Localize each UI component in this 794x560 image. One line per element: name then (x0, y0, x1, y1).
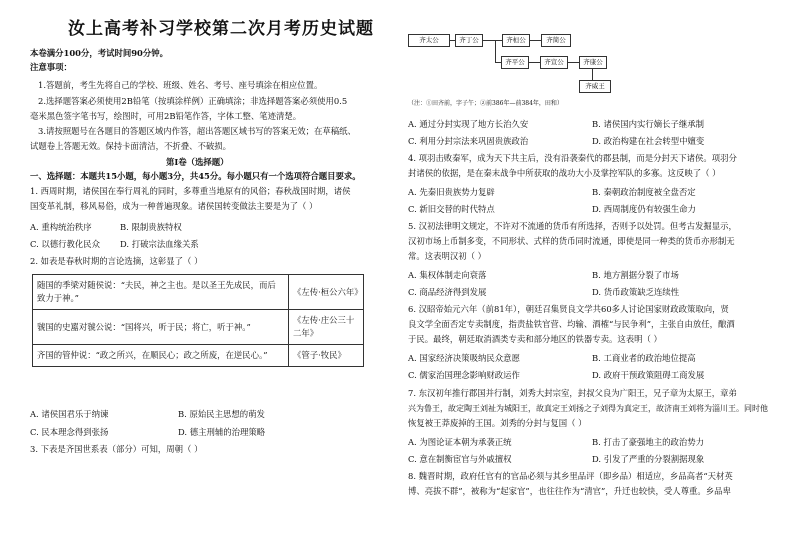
q4-option-b[interactable]: B. 秦朝政治制度被全盘否定 (592, 187, 696, 197)
q5-option-a[interactable]: A. 集权体制走向衰落 (408, 270, 487, 280)
q5-stem: 5. 汉初法律明文规定，不许对不流通的货币有所选择，否则予以处罚。但考古发掘显示， (408, 221, 737, 231)
lineage-box: 齐丁公 (455, 34, 483, 47)
q2-stem: 2. 如表是春秋时期的言论选摘，这彰显了（ ） (30, 256, 203, 266)
q2-option-a[interactable]: A. 诸侯国君乐于纳谏 (30, 409, 109, 419)
q3-option-c[interactable]: C. 利用分封宗法来巩固贵族政治 (408, 136, 529, 146)
source-cell: 《管子·牧民》 (289, 345, 364, 367)
notice-line: 试题卷上答题无效。保持卡面清洁，不折叠、不破损。 (30, 141, 231, 151)
source-cell: 《左传·庄公三十二年》 (289, 310, 364, 345)
notice-line: 2.选择题答案必须使用2B铅笔（按填涂样例）正确填涂；非选择题答案必须使用0.5 (38, 96, 348, 106)
q3-option-d[interactable]: D. 政治构建在社会转型中嬗变 (592, 136, 705, 146)
notice-line: 1.答题前，考生先将自己的学校、班级、姓名、考号、座号填涂在相应位置。 (38, 80, 323, 90)
q3-option-b[interactable]: B. 诸侯国内实行嫡长子继承制 (592, 119, 704, 129)
page-title: 汝上高考补习学校第二次月考历史试题 (68, 19, 374, 39)
q6-stem: 良文学全面否定专卖制度，指责盐铁官营、均输、酒榷“与民争利”，主张自由放任，酿酒 (408, 319, 735, 329)
quote-cell: 齐国的管仲说：“政之所兴，在顺民心；政之所废，在逆民心。” (33, 345, 289, 367)
q1-stem: 1. 西周时期，诸侯国在奉行周礼的同时，多尊重当地原有的风俗；春秋战国时期，诸侯 (30, 186, 351, 196)
q1-option-c[interactable]: C. 以德行教化民众 (30, 239, 101, 249)
lineage-box: 齐桓公 (502, 34, 530, 47)
lineage-box: 齐威王 (579, 80, 611, 93)
q7-option-c[interactable]: C. 意在制衡宦官与外戚擅权 (408, 454, 512, 464)
q7-stem: 7. 东汉初年推行郡国并行制，刘秀大封宗室，封叔父良为广阳王，兄子章为太原王，章弟 (408, 388, 737, 398)
q6-option-d[interactable]: D. 政府干预政策阻碍工商发展 (592, 370, 705, 380)
lineage-box: 齐宣公 (540, 56, 568, 69)
notice-line: 3.请按照题号在各题目的答题区域内作答，超出答题区域书写的答案无效；在草稿纸、 (38, 126, 356, 136)
instructions: 一、选择题：本题共15小题，每小题3分，共45分。每小题只有一个选项符合题目要求。 (30, 171, 361, 181)
q5-option-b[interactable]: B. 地方割据分裂了市场 (592, 270, 679, 280)
q4-stem: 封诸侯的依据，是在秦末战争中所获取的战功大小及掌控军队的多寡。这反映了（ ） (408, 168, 721, 178)
q4-option-c[interactable]: C. 新旧交替的时代特点 (408, 204, 495, 214)
q5-stem: 常。这表明汉初（ ） (408, 251, 487, 261)
q3-stem: 3. 下表是齐国世系表（部分）可知，周朝（ ） (30, 444, 203, 454)
q4-option-a[interactable]: A. 先秦旧贵族势力复辟 (408, 187, 495, 197)
table-row (33, 310, 364, 345)
q5-stem: 汉初市场上币制多变，不同形状、式样的货币同时流通，即使是同一种类的货币亦形制无 (408, 236, 735, 246)
q1-option-d[interactable]: D. 打破宗法血缘关系 (120, 239, 199, 249)
q7-option-a[interactable]: A. 为图论证本朝为承袭正统 (408, 437, 512, 447)
q5-option-d[interactable]: D. 货币政策缺乏连续性 (592, 287, 680, 297)
q6-option-a[interactable]: A. 国家经济决策吸纳民众意愿 (408, 353, 520, 363)
q8-stem: 8. 魏晋时期，政府任官有的官品必须与其乡里品评（即乡品）相适应，乡品高者“天材英 (408, 471, 733, 481)
source-cell: 《左传·桓公六年》 (289, 275, 364, 310)
q1-option-b[interactable]: B. 限制贵族特权 (120, 222, 182, 232)
exam-meta: 本卷满分100分，考试时间90分钟。 (30, 48, 169, 58)
q7-option-d[interactable]: D. 引发了严重的分裂割据现象 (592, 454, 705, 464)
q6-option-b[interactable]: B. 工商业者的政治地位提高 (592, 353, 696, 363)
q7-stem: 恢复被王莽废掉的王国。刘秀的分封与复国（ ） (408, 418, 587, 428)
q2-option-b[interactable]: B. 原始民主思想的萌发 (178, 409, 265, 419)
quote-cell: 随国的季梁对随侯说：“夫民，神之主也。是以圣王先成民，而后致力于神。” (33, 275, 289, 310)
lineage-box: 齐简公 (541, 34, 571, 47)
q6-option-c[interactable]: C. 儒家治国理念影响财政运作 (408, 370, 520, 380)
q5-option-c[interactable]: C. 商品经济得到发展 (408, 287, 487, 297)
q4-option-d[interactable]: D. 西周制度仍有较强生命力 (592, 204, 696, 214)
diagram-note: （注：①田齐前，字子午；②前386年—前384年，田和） (408, 100, 563, 107)
section-heading: 第Ⅰ卷（选择题） (166, 157, 229, 167)
table-row (33, 275, 364, 310)
lineage-box: 齐太公 (408, 34, 450, 47)
lineage-diagram (404, 0, 776, 112)
q2-option-c[interactable]: C. 民本理念得到张扬 (30, 427, 109, 437)
q7-option-b[interactable]: B. 打击了豪强地主的政治势力 (592, 437, 704, 447)
q6-stem: 于民。最终，朝廷取消酒类专卖和部分地区的铁器专卖。这表明（ ） (408, 334, 662, 344)
lineage-box: 齐平公 (501, 56, 529, 69)
q2-option-d[interactable]: D. 德主刑辅的治理策略 (178, 427, 266, 437)
q8-stem: 博、亮拔不群”，被称为“起家官”，也往往作为“清官”，升迁也较快，受人尊重。乡品卑 (408, 486, 731, 496)
notice-line: 毫米黑色签字笔书写，绘图时，可用2B铅笔作答，字体工整、笔迹清楚。 (30, 111, 302, 121)
q3-option-a[interactable]: A. 通过分封实现了地方长治久安 (408, 119, 529, 129)
q6-stem: 6. 汉昭帝始元六年（前81年），朝廷召集贤良文学共60多人讨论国家财政政策取向，贤 (408, 304, 729, 314)
q4-stem: 4. 项羽击败秦军，成为天下共主后，没有沿袭秦代的郡县制，而是分封天下诸侯。项羽分 (408, 153, 737, 163)
table-row (33, 345, 364, 367)
q2-source-table (32, 274, 364, 367)
q1-stem: 国变革礼制，移风易俗，成为一种普遍现象。诸侯国转变做法主要是为了（ ） (30, 201, 318, 211)
notice-title: 注意事项： (30, 62, 72, 72)
q1-option-a[interactable]: A. 重构统治秩序 (30, 222, 92, 232)
q7-stem: 兴为鲁王，故定陶王刘祉为城阳王，故真定王刘扬之子刘得为真定王，故济南王刘将为淄川王。同时他 (408, 404, 768, 413)
quote-cell: 虢国的史嚚对虢公说：“国将兴，听于民；将亡，听于神。” (33, 310, 289, 345)
lineage-box: 齐康公 (579, 56, 607, 69)
